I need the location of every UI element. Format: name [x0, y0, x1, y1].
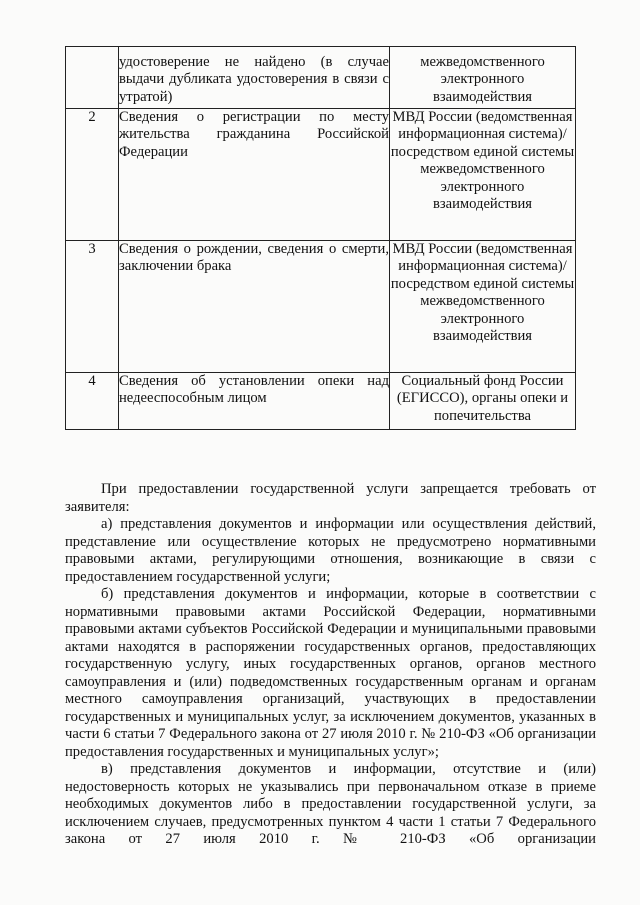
- paragraph-a: а) представления документов и информации или осуществления действий, представление или осуществление которых не предусмотрено нормативными правовыми актами, регулирующими отношения, возникающие в связи с предоставлением государственной услуги;: [65, 516, 596, 585]
- source-cell: МВД России (ведомственная информационная система)/ посредством единой системы межведомственного электронного взаимодействия: [390, 109, 576, 241]
- source-cell: межведомственного электронного взаимодействия: [390, 47, 576, 109]
- info-cell: удостоверение не найдено (в случае выдачи дубликата удостоверения в связи с утратой): [119, 47, 390, 109]
- row-number: 3: [66, 241, 119, 373]
- body-text: [65, 481, 596, 849]
- table-row: [66, 109, 576, 241]
- services-table: [65, 46, 576, 430]
- info-cell: Сведения об установлении опеки над недееспособным лицом: [119, 373, 390, 430]
- table-row: [66, 47, 576, 109]
- table-row: [66, 241, 576, 373]
- paragraph-intro: При предоставлении государственной услуги запрещается требовать от заявителя:: [65, 481, 596, 515]
- table-row: [66, 373, 576, 430]
- row-number: 4: [66, 373, 119, 430]
- source-cell: МВД России (ведомственная информационная система)/ посредством единой системы межведомственного электронного взаимодействия: [390, 241, 576, 373]
- info-cell: Сведения о рождении, сведения о смерти, заключении брака: [119, 241, 390, 373]
- paragraph-b: б) представления документов и информации, которые в соответствии с нормативными правовыми актами Российской Федерации, нормативными правовыми актами субъектов Российской Федерации и муниципальными правовыми актами находятся в распоряжении государственных органов, предоставляющих государственную услугу, иных государственных органов, органов местного самоуправления и (или) подведомственных государственным органам и органам местного самоуправления организаций, участвующих в предоставлении государственных и муниципальных услуг, за исключением документов, указанных в части 6 статьи 7 Федерального закона от 27 июля 2010 г. № 210-ФЗ «Об организации предоставления государственных и муниципальных услуг»;: [65, 586, 596, 760]
- paragraph-c: в) представления документов и информации, отсутствие и (или) недостоверность которых не указывались при первоначальном отказе в приеме необходимых документов либо в предоставлении государственной услуги, за исключением случаев, предусмотренных пунктом 4 части 1 статьи 7 Федерального закона от 27 июля 2010 г. № 210-ФЗ «Об организации: [65, 761, 596, 847]
- source-cell: Социальный фонд России (ЕГИССО), органы опеки и попечительства: [390, 373, 576, 430]
- row-number: 2: [66, 109, 119, 241]
- row-number: [66, 47, 119, 109]
- info-cell: Сведения о регистрации по месту жительства гражданина Российской Федерации: [119, 109, 390, 241]
